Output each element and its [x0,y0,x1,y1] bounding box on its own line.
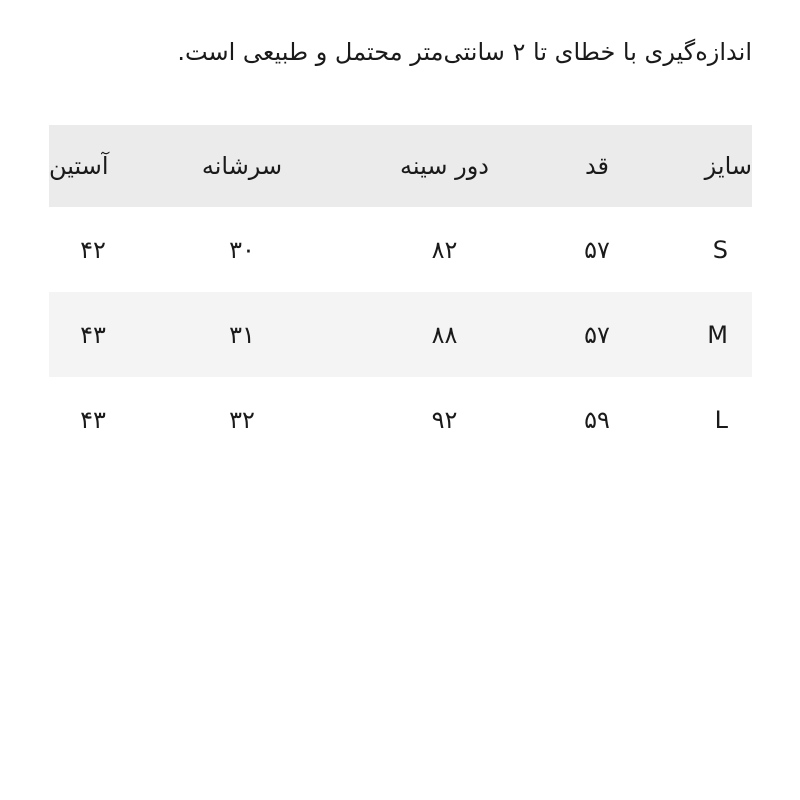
cell-length: ۵۷ [584,235,610,264]
cell-size: L [714,405,728,434]
cell-chest: ۸۲ [431,235,458,264]
cell-length: ۵۷ [584,320,610,349]
cell-sleeve: ۴۳ [80,405,106,434]
header-shoulder: سرشانه [201,152,283,180]
table-header-row [49,125,752,207]
cell-length: ۵۹ [584,405,610,434]
size-table [49,125,752,462]
table-row [49,292,752,377]
header-length: قد [584,152,610,180]
cell-shoulder: ۳۰ [229,235,255,264]
header-chest: دور سینه [400,152,489,180]
table-row [49,377,752,462]
measurement-note: اندازه‌گیری با خطای تا ۲ سانتی‌متر محتمل و طبیعی است. [177,38,752,66]
header-sleeve: آستین [49,152,109,180]
cell-shoulder: ۳۱ [229,320,255,349]
cell-sleeve: ۴۲ [80,235,106,264]
cell-chest: ۹۲ [431,405,458,434]
cell-size: M [707,320,728,349]
cell-shoulder: ۳۲ [229,405,255,434]
cell-sleeve: ۴۳ [80,320,106,349]
cell-size: S [712,235,728,264]
header-size: سایز [704,152,752,180]
table-row [49,207,752,292]
cell-chest: ۸۸ [431,320,458,349]
